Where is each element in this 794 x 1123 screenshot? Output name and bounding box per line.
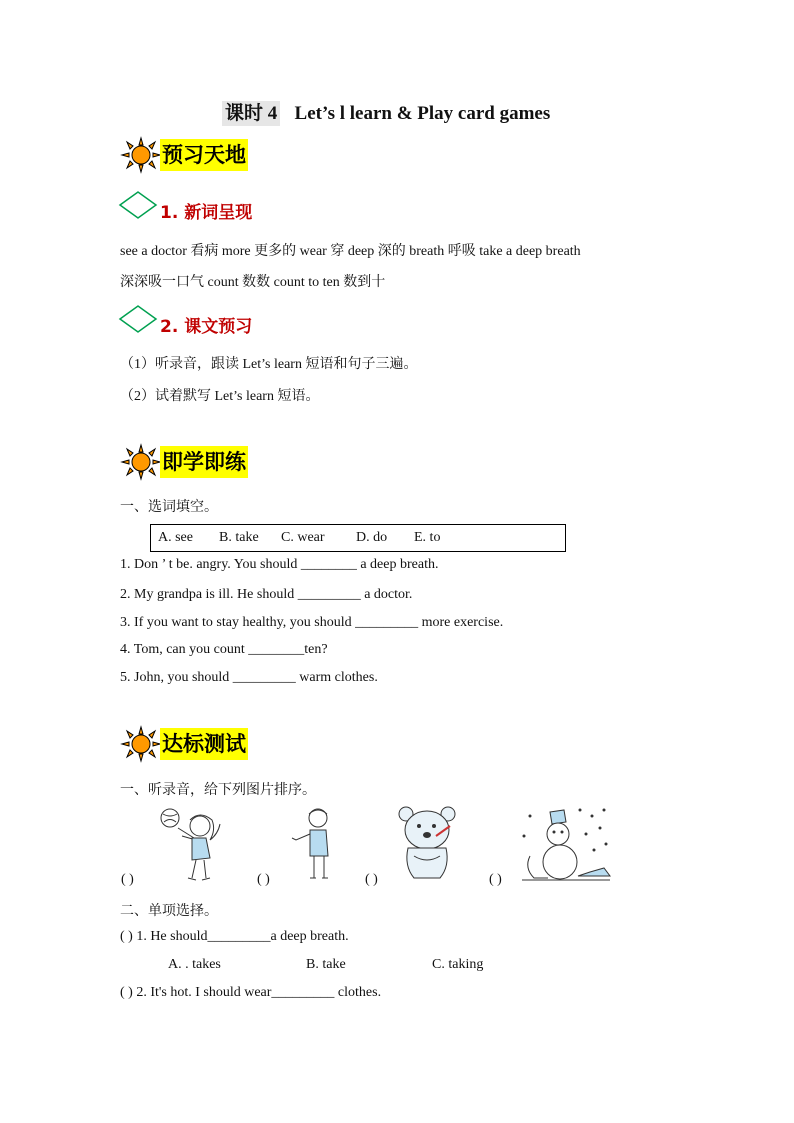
section-preview: [120, 136, 260, 174]
vocab-line-1: see a doctor 看病 more 更多的 wear 穿 deep 深的 breath 呼吸 take a deep breath: [120, 244, 581, 259]
vocab-line-2: 深深吸一口气 count 数数 count to ten 数到十: [120, 275, 386, 290]
lesson-title: Let’s l learn & Play card games: [294, 103, 551, 124]
snowman-picture: [520, 806, 612, 886]
word-option: D. do: [356, 530, 388, 545]
choice-option[interactable]: B. take: [306, 957, 346, 972]
section-test-label: 达标测试: [160, 728, 248, 760]
girl-volleyball-picture: [158, 806, 228, 884]
word-bank: [150, 524, 566, 552]
subsection-text-preview: [118, 304, 318, 336]
sun-icon: [120, 443, 162, 481]
word-option: B. take: [219, 530, 259, 545]
practice-item: 5. John, you should _________ warm clothes.: [120, 670, 378, 685]
practice-item: 1. Don ’ t be. angry. You should ________ a deep breath.: [120, 557, 439, 572]
answer-bracket[interactable]: ( ): [121, 872, 134, 887]
sun-icon: [120, 725, 162, 763]
word-option: C. wear: [281, 530, 325, 545]
practice-item: 2. My grandpa is ill. He should _________ a doctor.: [120, 587, 413, 602]
choice-option[interactable]: A. . takes: [168, 957, 221, 972]
practice-item: 4. Tom, can you count ________ten?: [120, 642, 328, 657]
boy-pointing-picture: [290, 804, 338, 882]
section-test: [120, 725, 260, 763]
subsection-new-words-label: 1. 新词呈现: [160, 203, 253, 223]
choice-option[interactable]: C. taking: [432, 957, 484, 972]
section-preview-label: 预习天地: [160, 139, 248, 171]
word-option: A. see: [158, 530, 193, 545]
preview-task-2: （2）试着默写 Let’s learn 短语。: [120, 389, 320, 404]
subsection-new-words: [118, 190, 318, 222]
answer-bracket[interactable]: ( ): [257, 872, 270, 887]
practice-item: 3. If you want to stay healthy, you should _________ more exercise.: [120, 615, 504, 630]
practice-heading: 一、选词填空。: [120, 500, 218, 515]
answer-bracket[interactable]: ( ): [365, 872, 378, 887]
lesson-number: 课时 4: [222, 101, 280, 126]
section-practice-label: 即学即练: [160, 446, 248, 478]
word-option: E. to: [414, 530, 441, 545]
test-heading-1: 一、听录音，给下列图片排序。: [120, 783, 316, 798]
answer-bracket[interactable]: ( ): [489, 872, 502, 887]
bear-thermometer-picture: [396, 804, 458, 884]
choice-question: ( ) 1. He should_________a deep breath.: [120, 929, 349, 944]
preview-task-1: （1）听录音，跟读 Let’s learn 短语和句子三遍。: [120, 357, 418, 372]
choice-question: ( ) 2. It's hot. I should wear_________ clothes.: [120, 985, 382, 1000]
test-heading-2: 二、单项选择。: [120, 904, 218, 919]
sun-icon: [120, 136, 162, 174]
page-title: [222, 98, 550, 125]
diamond-icon: [118, 190, 158, 220]
diamond-icon: [118, 304, 158, 334]
subsection-text-preview-label: 2. 课文预习: [160, 317, 253, 337]
section-practice: [120, 443, 260, 481]
